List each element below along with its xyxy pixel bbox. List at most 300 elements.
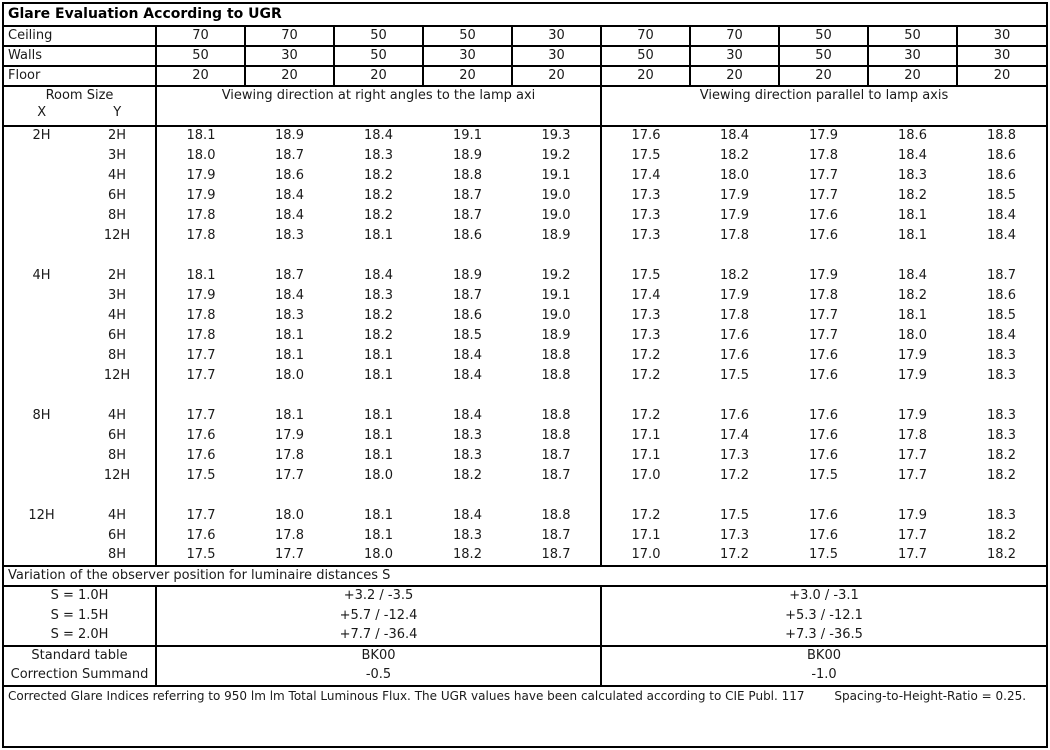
- ugr-value-cell: [690, 386, 779, 406]
- ugr-value-cell: 17.7: [809, 187, 838, 203]
- ugr-value-cell: 17.5: [186, 467, 216, 483]
- room-x-cell: 4H: [32, 267, 51, 283]
- ugr-value-cell: 17.9: [720, 187, 749, 203]
- ugr-value-cell: [512, 386, 601, 406]
- surface-row: [4, 46, 1046, 66]
- y-axis-label: Y: [113, 104, 122, 120]
- ugr-value-cell: 17.4: [631, 287, 661, 303]
- ugr-value-cell: 17.2: [631, 367, 661, 383]
- ugr-value-cell: 17.8: [186, 307, 216, 323]
- ugr-value-cell: 18.9: [512, 226, 601, 246]
- surface-row-label: Ceiling: [4, 26, 156, 46]
- ugr-value-cell: 17.7: [186, 407, 216, 423]
- ugr-value-cell: 18.3: [987, 407, 1016, 423]
- ugr-value-cell: 17.3: [720, 447, 749, 463]
- room-x-cell: [4, 486, 79, 506]
- ugr-value-cell: 17.6: [809, 367, 838, 383]
- ugr-value-cell: 18.4: [364, 267, 393, 283]
- ugr-value-cell: 17.6: [809, 207, 838, 223]
- ugr-data-row: [4, 406, 1046, 426]
- surface-value-cell: 20: [601, 66, 690, 86]
- ugr-value-cell: 18.6: [275, 167, 304, 183]
- ugr-data-row: [4, 286, 1046, 306]
- ugr-value-cell: 17.9: [898, 367, 927, 383]
- room-x-cell: [4, 346, 79, 366]
- variation-row: [4, 586, 1046, 606]
- ugr-data-row: [4, 526, 1046, 546]
- ugr-value-cell: 18.2: [453, 467, 482, 483]
- ugr-value-cell: [245, 486, 334, 506]
- ugr-value-cell: 18.8: [987, 128, 1016, 144]
- variation-right-value: +7.3 / -36.5: [601, 626, 1046, 646]
- room-y-cell: 2H: [79, 126, 156, 146]
- ugr-value-cell: 17.0: [631, 467, 661, 483]
- surface-value-cell: 30: [512, 46, 601, 66]
- surface-row: [4, 66, 1046, 86]
- ugr-value-cell: 17.6: [809, 347, 838, 363]
- room-y-cell: 3H: [79, 146, 156, 166]
- ugr-value-cell: 18.1: [364, 347, 393, 363]
- ugr-value-cell: 17.2: [631, 347, 661, 363]
- room-y-cell: 4H: [79, 406, 156, 426]
- ugr-table: [4, 4, 1046, 738]
- ugr-value-cell: 17.6: [809, 447, 838, 463]
- ugr-value-cell: 17.3: [631, 187, 661, 203]
- ugr-value-cell: 17.8: [898, 427, 927, 443]
- ugr-value-cell: 18.3: [898, 167, 927, 183]
- ugr-value-cell: 18.1: [364, 407, 393, 423]
- surface-value-cell: 30: [868, 46, 957, 66]
- ugr-datasheet: [2, 2, 1048, 748]
- variation-row: [4, 606, 1046, 626]
- ugr-value-cell: [334, 246, 423, 266]
- ugr-value-cell: 17.7: [275, 547, 304, 563]
- variation-right-value: +5.3 / -12.1: [785, 607, 863, 623]
- ugr-value-cell: [601, 486, 690, 506]
- room-x-cell: [4, 426, 79, 446]
- ugr-value-cell: 19.2: [512, 266, 601, 286]
- surface-row-label: Floor: [4, 66, 156, 86]
- ugr-value-cell: 18.3: [453, 447, 482, 463]
- ugr-value-cell: 18.5: [987, 187, 1016, 203]
- ugr-value-cell: 18.3: [453, 527, 482, 543]
- room-x-cell: [4, 386, 79, 406]
- ugr-value-cell: 17.2: [631, 507, 661, 523]
- ugr-value-cell: [690, 246, 779, 266]
- surface-value-cell: 20: [423, 66, 512, 86]
- ugr-value-cell: 18.2: [364, 167, 393, 183]
- ugr-value-cell: 18.2: [720, 147, 749, 163]
- ugr-value-cell: [245, 246, 334, 266]
- surface-value-cell: 70: [601, 26, 690, 46]
- ugr-data-row: [4, 166, 1046, 186]
- room-x-cell: 12H: [28, 507, 55, 523]
- ugr-value-cell: 17.6: [186, 427, 216, 443]
- ugr-value-cell: 18.2: [364, 307, 393, 323]
- ugr-value-cell: 17.0: [631, 547, 661, 563]
- summary-left-value: -0.5: [156, 666, 601, 686]
- ugr-data-row: [4, 306, 1046, 326]
- surface-value-cell: 30: [957, 26, 1046, 46]
- ugr-value-cell: 17.5: [809, 467, 838, 483]
- ugr-value-cell: [423, 386, 512, 406]
- surface-value-cell: 20: [868, 66, 957, 86]
- ugr-value-cell: 18.2: [987, 467, 1016, 483]
- footer-row: [4, 686, 1046, 738]
- ugr-value-cell: 18.2: [364, 207, 393, 223]
- surface-value-cell: 20: [512, 66, 601, 86]
- ugr-value-cell: 17.9: [809, 267, 838, 283]
- ugr-value-cell: 18.1: [364, 447, 393, 463]
- ugr-value-cell: 18.4: [453, 367, 482, 383]
- ugr-value-cell: [868, 486, 957, 506]
- surface-value-cell: 50: [779, 46, 868, 66]
- ugr-data-row: [4, 366, 1046, 386]
- ugr-data-row: [4, 546, 1046, 566]
- variation-left-value: +5.7 / -12.4: [156, 606, 601, 626]
- ugr-data-row: [4, 466, 1046, 486]
- ugr-value-cell: 17.2: [631, 407, 661, 423]
- ugr-value-cell: 18.3: [275, 307, 304, 323]
- room-x-cell: [4, 166, 79, 186]
- ugr-value-cell: 18.8: [512, 366, 601, 386]
- x-axis-label: X: [37, 104, 47, 120]
- ugr-value-cell: 17.7: [898, 527, 927, 543]
- ugr-value-cell: 19.0: [512, 306, 601, 326]
- ugr-value-cell: 17.9: [720, 207, 749, 223]
- ugr-value-cell: [156, 246, 245, 266]
- ugr-value-cell: 18.3: [987, 367, 1016, 383]
- ugr-value-cell: 18.0: [364, 547, 393, 563]
- ugr-value-cell: 18.8: [512, 506, 601, 526]
- room-y-cell: [79, 486, 156, 506]
- ugr-value-cell: 17.7: [898, 447, 927, 463]
- ugr-value-cell: 17.5: [631, 147, 661, 163]
- ugr-data-row: [4, 206, 1046, 226]
- room-y-cell: 8H: [79, 446, 156, 466]
- ugr-value-cell: 18.1: [186, 267, 216, 283]
- ugr-value-cell: 18.7: [453, 207, 482, 223]
- surface-value-cell: 70: [690, 26, 779, 46]
- ugr-value-cell: 18.7: [275, 267, 304, 283]
- ugr-value-cell: 19.1: [512, 166, 601, 186]
- footer-section: [4, 686, 1046, 738]
- room-size-header-cell: [4, 86, 156, 126]
- ugr-value-cell: 17.8: [186, 327, 216, 343]
- ugr-value-cell: 18.7: [512, 466, 601, 486]
- ugr-value-cell: 18.2: [364, 187, 393, 203]
- summary-label: Correction Summand: [4, 666, 156, 686]
- ugr-data-row: [4, 506, 1046, 526]
- ugr-value-cell: 17.8: [720, 227, 749, 243]
- ugr-value-cell: [512, 486, 601, 506]
- ugr-value-cell: 17.8: [186, 207, 216, 223]
- room-y-cell: 8H: [79, 346, 156, 366]
- ugr-value-cell: 17.6: [809, 527, 838, 543]
- ugr-value-cell: 18.3: [275, 227, 304, 243]
- ugr-value-cell: 19.1: [453, 128, 482, 144]
- ugr-value-cell: 18.2: [720, 267, 749, 283]
- ugr-value-cell: 17.5: [186, 547, 216, 563]
- room-x-cell: [4, 446, 79, 466]
- surface-value-cell: 20: [334, 66, 423, 86]
- room-y-cell: 6H: [79, 426, 156, 446]
- ugr-value-cell: 18.7: [512, 546, 601, 566]
- ugr-value-cell: [334, 386, 423, 406]
- ugr-value-cell: 17.7: [898, 467, 927, 483]
- ugr-value-cell: 18.8: [512, 406, 601, 426]
- room-y-cell: 4H: [79, 306, 156, 326]
- ugr-data-row: [4, 486, 1046, 506]
- room-y-cell: 12H: [79, 466, 156, 486]
- ugr-value-cell: 18.4: [898, 147, 927, 163]
- room-x-cell: [4, 226, 79, 246]
- ugr-value-cell: 18.4: [898, 267, 927, 283]
- ugr-value-cell: 17.5: [809, 547, 838, 563]
- ugr-value-cell: 18.7: [453, 287, 482, 303]
- ugr-value-cell: 18.4: [453, 347, 482, 363]
- ugr-value-cell: 17.5: [720, 507, 749, 523]
- ugr-value-cell: [334, 486, 423, 506]
- ugr-value-cell: 18.1: [364, 527, 393, 543]
- ugr-value-cell: 17.8: [809, 287, 838, 303]
- ugr-value-cell: 17.9: [898, 507, 927, 523]
- ugr-value-cell: [156, 386, 245, 406]
- ugr-data-row: [4, 146, 1046, 166]
- ugr-value-cell: 17.3: [631, 227, 661, 243]
- variation-left-value: +3.2 / -3.5: [156, 586, 601, 606]
- room-x-cell: [4, 286, 79, 306]
- ugr-value-cell: [601, 246, 690, 266]
- variation-header: Variation of the observer position for luminaire distances S: [4, 566, 1046, 586]
- ugr-value-cell: 18.2: [364, 327, 393, 343]
- ugr-value-cell: 17.8: [275, 447, 304, 463]
- ugr-value-cell: 18.0: [898, 327, 927, 343]
- room-y-cell: [79, 386, 156, 406]
- ugr-value-cell: 18.0: [364, 467, 393, 483]
- ugr-value-cell: 18.7: [512, 446, 601, 466]
- surface-value-cell: 50: [334, 26, 423, 46]
- ugr-value-cell: 18.7: [987, 267, 1016, 283]
- surface-value-cell: 20: [957, 66, 1046, 86]
- ugr-value-cell: 17.7: [186, 347, 216, 363]
- room-x-cell: [4, 526, 79, 546]
- ugr-value-cell: 18.6: [453, 227, 482, 243]
- ugr-value-cell: 17.6: [809, 227, 838, 243]
- ugr-value-cell: 17.5: [631, 267, 661, 283]
- room-y-cell: 8H: [79, 206, 156, 226]
- ugr-value-cell: 18.8: [512, 346, 601, 366]
- ugr-value-cell: 18.9: [453, 267, 482, 283]
- ugr-value-cell: [868, 386, 957, 406]
- surface-value-cell: 30: [423, 46, 512, 66]
- ugr-data-row: [4, 446, 1046, 466]
- ugr-value-cell: 17.7: [898, 547, 927, 563]
- ugr-value-cell: 18.1: [364, 367, 393, 383]
- ugr-value-cell: 18.1: [364, 507, 393, 523]
- room-x-cell: [4, 306, 79, 326]
- ugr-value-cell: 18.4: [275, 187, 304, 203]
- ugr-value-cell: 17.6: [809, 427, 838, 443]
- ugr-value-cell: [423, 486, 512, 506]
- ugr-value-cell: 18.2: [987, 527, 1016, 543]
- ugr-value-cell: 18.1: [364, 227, 393, 243]
- ugr-value-cell: [779, 386, 868, 406]
- ugr-value-cell: 17.1: [631, 527, 661, 543]
- ugr-value-cell: 18.4: [987, 327, 1016, 343]
- ugr-value-cell: 18.1: [186, 128, 216, 144]
- footer-note-cell: [4, 686, 1046, 738]
- room-y-cell: 6H: [79, 526, 156, 546]
- column-header-section: [4, 86, 1046, 126]
- ugr-value-cell: 18.2: [987, 447, 1016, 463]
- ugr-data-row: [4, 126, 1046, 146]
- ugr-value-cell: [601, 386, 690, 406]
- left-group-header: Viewing direction at right angles to the lamp axi: [156, 86, 601, 126]
- ugr-value-cell: [690, 486, 779, 506]
- ugr-value-cell: 17.2: [720, 467, 749, 483]
- ugr-value-cell: 18.1: [275, 327, 304, 343]
- ugr-value-cell: [779, 246, 868, 266]
- ugr-value-cell: 17.9: [275, 427, 304, 443]
- ugr-value-cell: 18.7: [453, 187, 482, 203]
- ugr-value-cell: 18.6: [987, 287, 1016, 303]
- ugr-value-cell: 17.6: [720, 327, 749, 343]
- ugr-value-cell: [156, 486, 245, 506]
- room-x-cell: [4, 466, 79, 486]
- ugr-value-cell: 17.9: [720, 287, 749, 303]
- ugr-value-cell: 18.4: [364, 128, 393, 144]
- ugr-value-cell: 18.4: [453, 407, 482, 423]
- surface-value-cell: 50: [156, 46, 245, 66]
- ugr-values-section: [4, 126, 1046, 566]
- ugr-value-cell: 18.3: [364, 287, 393, 303]
- page-title: Glare Evaluation According to UGR: [4, 4, 1046, 26]
- right-group-header: Viewing direction parallel to lamp axis: [601, 86, 1046, 126]
- room-x-cell: [4, 326, 79, 346]
- ugr-value-cell: 18.0: [720, 167, 749, 183]
- spacing-height-ratio-note: Spacing-to-Height-Ratio = 0.25.: [834, 689, 1027, 703]
- surface-value-cell: 30: [245, 46, 334, 66]
- ugr-value-cell: 17.1: [631, 427, 661, 443]
- ugr-value-cell: 17.9: [186, 167, 216, 183]
- surface-value-cell: 50: [601, 46, 690, 66]
- surface-value-cell: 30: [690, 46, 779, 66]
- ugr-value-cell: 17.6: [809, 507, 838, 523]
- ugr-value-cell: 18.0: [186, 147, 216, 163]
- ugr-value-cell: 17.8: [720, 307, 749, 323]
- ugr-value-cell: 17.7: [186, 507, 216, 523]
- ugr-value-cell: 18.6: [453, 307, 482, 323]
- ugr-value-cell: 18.6: [987, 167, 1016, 183]
- summary-label: Standard table: [4, 646, 156, 666]
- summary-left-value: BK00: [156, 646, 601, 666]
- ugr-value-cell: 17.8: [186, 227, 216, 243]
- ugr-value-cell: 17.4: [631, 167, 661, 183]
- ugr-value-cell: 18.0: [275, 367, 304, 383]
- room-x-cell: [4, 546, 79, 566]
- surface-value-cell: 50: [868, 26, 957, 46]
- ugr-value-cell: 17.9: [186, 287, 216, 303]
- ugr-value-cell: 18.1: [364, 427, 393, 443]
- room-y-cell: 4H: [79, 166, 156, 186]
- ugr-value-cell: 17.3: [631, 207, 661, 223]
- footer-note: Corrected Glare Indices referring to 950 lm lm Total Luminous Flux. The UGR values have been calculated according to CIE Publ. 117: [8, 689, 805, 703]
- ugr-value-cell: 18.1: [275, 347, 304, 363]
- ugr-value-cell: 18.4: [453, 507, 482, 523]
- room-x-cell: [4, 366, 79, 386]
- ugr-value-cell: 17.6: [186, 527, 216, 543]
- ugr-value-cell: 17.9: [898, 347, 927, 363]
- room-x-cell: [4, 246, 79, 266]
- variation-left-value: +7.7 / -36.4: [156, 626, 601, 646]
- variation-row: [4, 626, 1046, 646]
- ugr-value-cell: 18.7: [275, 147, 304, 163]
- surface-value-cell: 20: [156, 66, 245, 86]
- surface-value-cell: 50: [779, 26, 868, 46]
- ugr-value-cell: 17.3: [631, 327, 661, 343]
- room-x-cell: 2H: [32, 128, 51, 144]
- room-y-cell: 12H: [79, 366, 156, 386]
- room-y-cell: 4H: [79, 506, 156, 526]
- ugr-value-cell: [868, 246, 957, 266]
- ugr-value-cell: 17.9: [186, 187, 216, 203]
- spacing-label: S = 1.5H: [4, 606, 156, 626]
- ugr-value-cell: 18.1: [898, 207, 927, 223]
- summary-row: [4, 666, 1046, 686]
- ugr-value-cell: 17.7: [809, 167, 838, 183]
- variation-section: [4, 566, 1046, 586]
- ugr-value-cell: 19.2: [512, 146, 601, 166]
- surface-value-cell: 70: [245, 26, 334, 46]
- surface-value-cell: 20: [779, 66, 868, 86]
- ugr-value-cell: 17.6: [186, 447, 216, 463]
- ugr-value-cell: 17.9: [898, 407, 927, 423]
- room-y-cell: 8H: [79, 546, 156, 566]
- room-x-cell: [4, 206, 79, 226]
- ugr-value-cell: 18.2: [987, 547, 1016, 563]
- summary-section: [4, 646, 1046, 686]
- ugr-value-cell: 18.4: [987, 207, 1016, 223]
- ugr-value-cell: 17.8: [809, 147, 838, 163]
- ugr-value-cell: 17.7: [809, 307, 838, 323]
- ugr-data-row: [4, 226, 1046, 246]
- ugr-value-cell: 17.6: [720, 407, 749, 423]
- ugr-value-cell: 18.2: [453, 547, 482, 563]
- surface-value-cell: 50: [334, 46, 423, 66]
- ugr-value-cell: 19.0: [512, 206, 601, 226]
- ugr-value-cell: [512, 246, 601, 266]
- surface-value-cell: 30: [957, 46, 1046, 66]
- ugr-value-cell: 18.4: [720, 128, 749, 144]
- ugr-value-cell: [245, 386, 334, 406]
- ugr-value-cell: 18.3: [364, 147, 393, 163]
- summary-right-value: BK00: [807, 648, 841, 664]
- ugr-value-cell: 18.3: [453, 427, 482, 443]
- ugr-value-cell: 18.7: [512, 526, 601, 546]
- room-y-cell: [79, 246, 156, 266]
- ugr-value-cell: 18.1: [898, 227, 927, 243]
- ugr-value-cell: 18.0: [275, 507, 304, 523]
- room-y-cell: 2H: [79, 266, 156, 286]
- summary-right-value: -1.0: [601, 666, 1046, 686]
- title-section: [4, 4, 1046, 26]
- ugr-value-cell: 19.0: [512, 186, 601, 206]
- ugr-value-cell: 18.3: [987, 347, 1016, 363]
- ugr-data-row: [4, 346, 1046, 366]
- surface-value-cell: 50: [423, 26, 512, 46]
- ugr-value-cell: 18.5: [453, 327, 482, 343]
